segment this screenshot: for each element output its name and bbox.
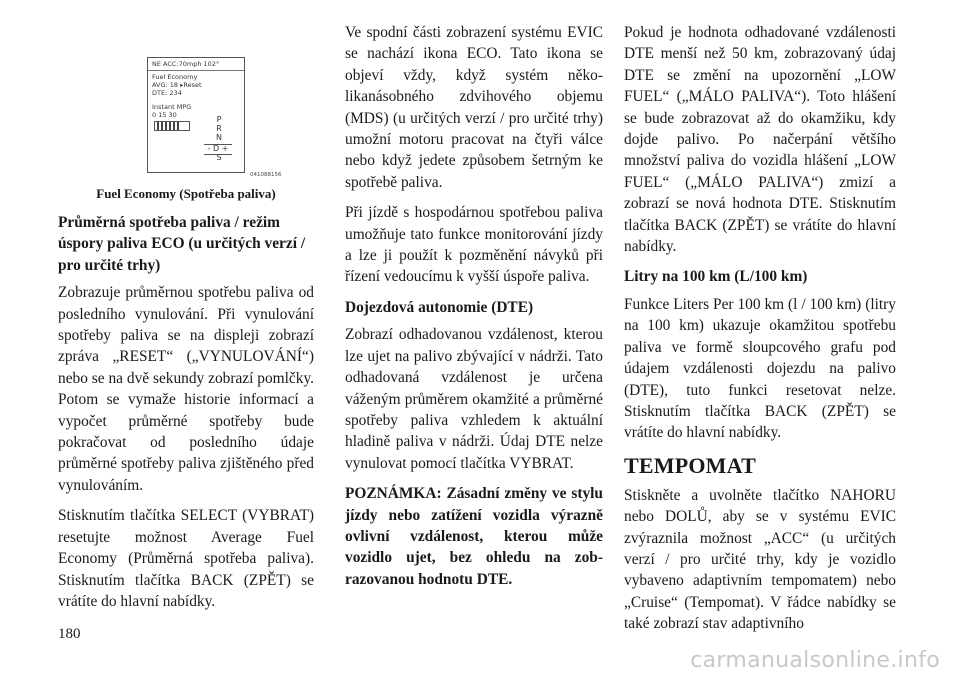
col3-paragraph-1: Pokud je hodnota odhadované vzdálenosti DTE menší než 50 km, zobrazovaný údaj DTE se změní na upozornění „LOW FUEL“ („MÁLO PALIVA“). Toto hlášení se bude zobrazovat až do okamžiku, kdy dojde palivo. Po načerpání většího množství paliva do vozidla hlášení „LOW FUEL“ („MÁLO PALIVA“) zmizí a zobrazí se nová hodnota DTE. Stisknutím tlačítka BACK (ZPĚT) se vrátíte do hlavní nabídky.	[624, 24, 896, 256]
gear-p: P	[216, 115, 222, 124]
avg-line: AVG: 18 ▸Reset	[152, 81, 202, 89]
col3-paragraph-3: Stiskněte a uvolněte tlačítko NAHORU nebo DOLŮ, aby se v systému EVIC zvýraznila možnost „ACC“ (u určitých verzí / pro určité trhy, kdy je vozidlo vybaveno adaptivním tempomatem) nebo „Cruise“ (Tempomat). V řádce nabídky se také zobrazí stav adaptivního	[624, 486, 896, 633]
column-3	[624, 22, 896, 644]
col2-paragraph-2: Při jízdě s hospodárnou spotřebou paliva umožňuje tato funkce monitorování jízdy a lze ji použít k pozměnění návyků při řízení vedoucímu k vyšší úspoře paliva.	[345, 204, 603, 286]
col1-paragraph-2: Stisknutím tlačítka SELECT (VYBRAT) resetujte možnost Average Fuel Economy (Průměrná spotřeba paliva). Stisknutím tlačítka BACK (ZPĚT) se vrátíte do hlavní nabídky.	[58, 507, 314, 610]
acc-status-line: NE ACC:70mph 102°	[152, 60, 220, 68]
gear-s: S	[216, 153, 222, 162]
section-heading-tempomat: TEMPOMAT	[624, 452, 756, 478]
page-number: 180	[58, 626, 81, 642]
gear-n: N	[216, 133, 222, 142]
watermark: carmanualsonline.info	[690, 648, 940, 673]
column-1	[58, 186, 314, 621]
dte-line: DTE: 234	[152, 89, 182, 97]
col1-paragraph-1: Zobrazuje průměrnou spotřebu paliva od posledního vynulování. Při vynulování spotřeby paliva se na displeji zobrazí zpráva „RESET“ („VYNULOVÁNÍ“) nebo se na dvě sekundy zobrazí pomlčky. Potom se vymaže historie informací a vypočet průměrné spotřeby bude pokračovat od posledního údaje průměrné spotřeby paliva zjištěného před vynulováním.	[58, 284, 314, 494]
column-2	[345, 22, 603, 599]
mpg-scale: 0 15 30	[152, 111, 177, 119]
col3-paragraph-2: Funkce Liters Per 100 km (l / 100 km) (litry na 100 km) ukazuje okamžitou spotřebu paliva ve formě sloupcového grafu pod údajem vzdálenosti dojezdu na palivo (DTE), tuto funkci resetovat nelze. Stisknutím tlačítka BACK (ZPĚT) se vrátíte do hlavní nabídky.	[624, 295, 896, 442]
figure-caption: Fuel Economy (Spotřeba paliva)	[96, 186, 276, 201]
gear-d: - D +	[204, 144, 232, 155]
gear-r: R	[216, 124, 222, 133]
dte-note: POZNÁMKA: Zásadní změny ve stylu jízdy nebo zatížení vozidla výrazně ovlivní vzdálenost, kterou může vozidlo ujet, bez ohledu na zobrazovanou hodnotu DTE.	[345, 485, 603, 588]
fuel-economy-label: Fuel Economy	[152, 73, 198, 81]
dte-heading: Dojezdová autonomie (DTE)	[345, 298, 534, 316]
instant-mpg-bar-graph	[154, 121, 190, 131]
evic-display-figure	[147, 57, 245, 173]
avg-fuel-heading: Průměrná spotřeba paliva / režim úspory paliva ECO (u určitých verzí / pro určité trhy)	[58, 214, 306, 274]
liters-heading: Litry na 100 km (L/100 km)	[624, 268, 808, 286]
col2-paragraph-3: Zobrazí odhadovanou vzdálenost, kterou lze ujet na palivo zbývající v nádrži. Tato odhadovaná vzdálenost je určena váženým průměrem okamžité a průměrné spotřeby paliva vzhledem k aktuální hladině paliva v nádrži. Údaj DTE nelze vynulovat pomocí tlačítka VYBRAT.	[345, 326, 603, 472]
figure-code: 041088156	[250, 172, 282, 178]
col2-paragraph-1: Ve spodní části zobrazení systému EVIC se nachází ikona ECO. Tato ikona se objeví vždy, když systém několikanásobného zdvihového objemu (MDS) (u určitých verzí / pro určité trhy) umožní motoru pracovat na čtyři válce nebo když jedete způsobem šetrným ke spotřebě paliva.	[345, 24, 603, 191]
display-divider	[148, 70, 244, 71]
instant-mpg-label: Instant MPG	[152, 103, 192, 111]
